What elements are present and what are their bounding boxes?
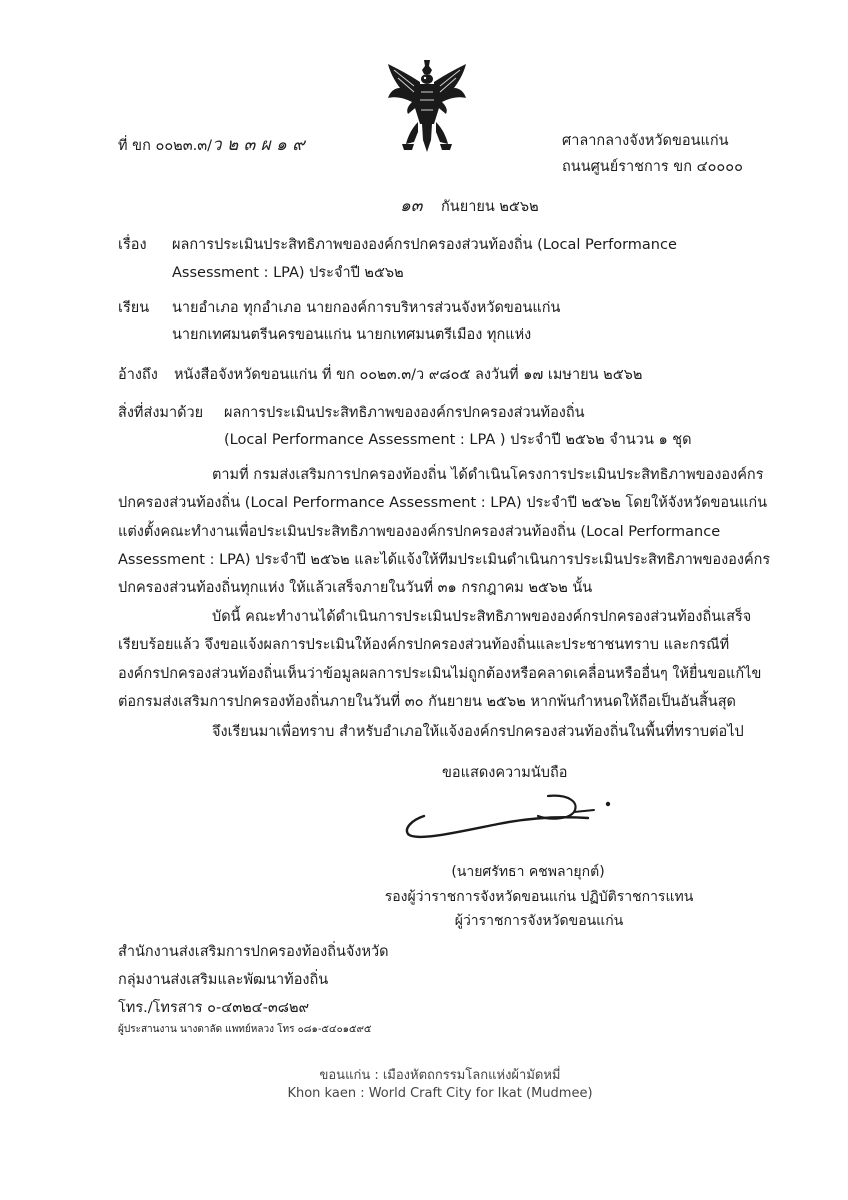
office-address-line2: ถนนศูนย์ราชการ ขก ๔๐๐๐๐ <box>562 159 743 175</box>
enclosure-line2: (Local Performance Assessment : LPA ) ประจำปี ๒๕๖๒ จำนวน ๑ ชุด <box>224 432 692 448</box>
office-address-line1: ศาลากลางจังหวัดขอนแก่น <box>562 133 729 149</box>
body-p1-line: ตามที่ กรมส่งเสริมการปกครองท้องถิ่น ได้ดำเนินโครงการประเมินประสิทธิภาพขององค์กร <box>212 467 764 483</box>
body-p1-line: Assessment : LPA) ประจำปี ๒๕๖๒ และได้แจ้งให้ทีมประเมินดำเนินการประเมินประสิทธิภาพขององค์กร <box>118 551 771 568</box>
signatory-title-line1: รองผู้ว่าราชการจังหวัดขอนแก่น ปฏิบัติราชการแทน <box>384 889 694 905</box>
date-day-handwritten: ๑๓ <box>400 196 423 216</box>
addressee-label: เรียน <box>118 300 150 316</box>
signatory-name: (นายศรัทธา คชพลายุกต์) <box>451 864 605 880</box>
reference-text: หนังสือจังหวัดขอนแก่น ที่ ขก ๐๐๒๓.๓/ว ๙๘๐๕ ลงวันที่ ๑๗ เมษายน ๒๕๖๒ <box>174 367 643 383</box>
body-paragraph-3: จึงเรียนมาเพื่อทราบ สำหรับอำเภอให้แจ้งองค์กรปกครองส่วนท้องถิ่นในพื้นที่ทราบต่อไป <box>212 724 744 740</box>
enclosure-label: สิ่งที่ส่งมาด้วย <box>118 405 204 421</box>
subject-line2: Assessment : LPA) ประจำปี ๒๕๖๒ <box>172 265 404 281</box>
body-p2-line: องค์กรปกครองส่วนท้องถิ่นเห็นว่าข้อมูลผลการประเมินไม่ถูกต้องหรือคลาดเคลื่อนหรืออื่นๆ ให้ยื่นขอแก้ไข <box>118 665 762 682</box>
addressee-line2: นายกเทศมนตรีนครขอนแก่น นายกเทศมนตรีเมือง ทุกแห่ง <box>172 327 532 343</box>
subject-label: เรื่อง <box>118 237 147 253</box>
body-p1-line: ปกครองส่วนท้องถิ่น (Local Performance Assessment : LPA) ประจำปี ๒๕๖๒ โดยให้จังหวัดขอนแก่น <box>118 495 768 512</box>
closing: ขอแสดงความนับถือ <box>442 765 568 781</box>
footer-slogan-english: Khon kaen : World Craft City for Ikat (Mudmee) <box>287 1086 593 1101</box>
footer-slogan-thai: ขอนแก่น : เมืองหัตถกรรมโลกแห่งผ้ามัดหมี่ <box>319 1068 561 1083</box>
sender-phone: โทร./โทรสาร ๐-๔๓๒๔-๓๘๒๙ <box>118 1000 310 1016</box>
enclosure-line1: ผลการประเมินประสิทธิภาพขององค์กรปกครองส่วนท้องถิ่น <box>224 405 585 421</box>
reference-label: อ้างถึง <box>118 367 158 383</box>
body-p1-line: แต่งตั้งคณะทำงานเพื่อประเมินประสิทธิภาพขององค์กรปกครองส่วนท้องถิ่น (Local Performance <box>118 523 721 540</box>
handwritten-signature-icon <box>398 786 628 846</box>
signatory-title-line2: ผู้ว่าราชการจังหวัดขอนแก่น <box>454 913 624 929</box>
body-paragraph-1 <box>118 461 771 602</box>
reference-number-printed: ที่ ขก ๐๐๒๓.๓/ <box>118 138 213 154</box>
body-paragraph-2 <box>118 603 762 716</box>
body-p2-line: บัดนี้ คณะทำงานได้ดำเนินการประเมินประสิทธิภาพขององค์กรปกครองส่วนท้องถิ่นเสร็จ <box>212 609 752 625</box>
reference-number-handwritten: ว ๒ ๓ ผ ๑ ๙ <box>212 135 305 155</box>
sender-division: กลุ่มงานส่งเสริมและพัฒนาท้องถิ่น <box>118 972 329 988</box>
garuda-emblem-icon <box>384 58 470 156</box>
subject-line1: ผลการประเมินประสิทธิภาพขององค์กรปกครองส่วนท้องถิ่น (Local Performance <box>172 237 677 253</box>
body-p1-line: ปกครองส่วนท้องถิ่นทุกแห่ง ให้แล้วเสร็จภายในวันที่ ๓๑ กรกฎาคม ๒๕๖๒ นั้น <box>118 580 593 597</box>
body-p2-line: เรียบร้อยแล้ว จึงขอแจ้งผลการประเมินให้องค์กรปกครองส่วนท้องถิ่นและประชาชนทราบ และกรณีที่ <box>118 637 730 654</box>
sender-office: สำนักงานส่งเสริมการปกครองท้องถิ่นจังหวัด <box>118 944 389 960</box>
date-month-year: กันยายน ๒๕๖๒ <box>441 199 539 215</box>
body-p2-line: ต่อกรมส่งเสริมการปกครองท้องถิ่นภายในวันที่ ๓๐ กันยายน ๒๕๖๒ หากพ้นกำหนดให้ถือเป็นอันสิ้นสุด <box>118 693 736 710</box>
sender-coordinator: ผู้ประสานงาน นางดาลัด แพทย์หลวง โทร ๐๘๑-๕๔๐๑๕๙๕ <box>118 1024 372 1035</box>
addressee-line1: นายอำเภอ ทุกอำเภอ นายกองค์การบริหารส่วนจังหวัดขอนแก่น <box>172 300 561 316</box>
